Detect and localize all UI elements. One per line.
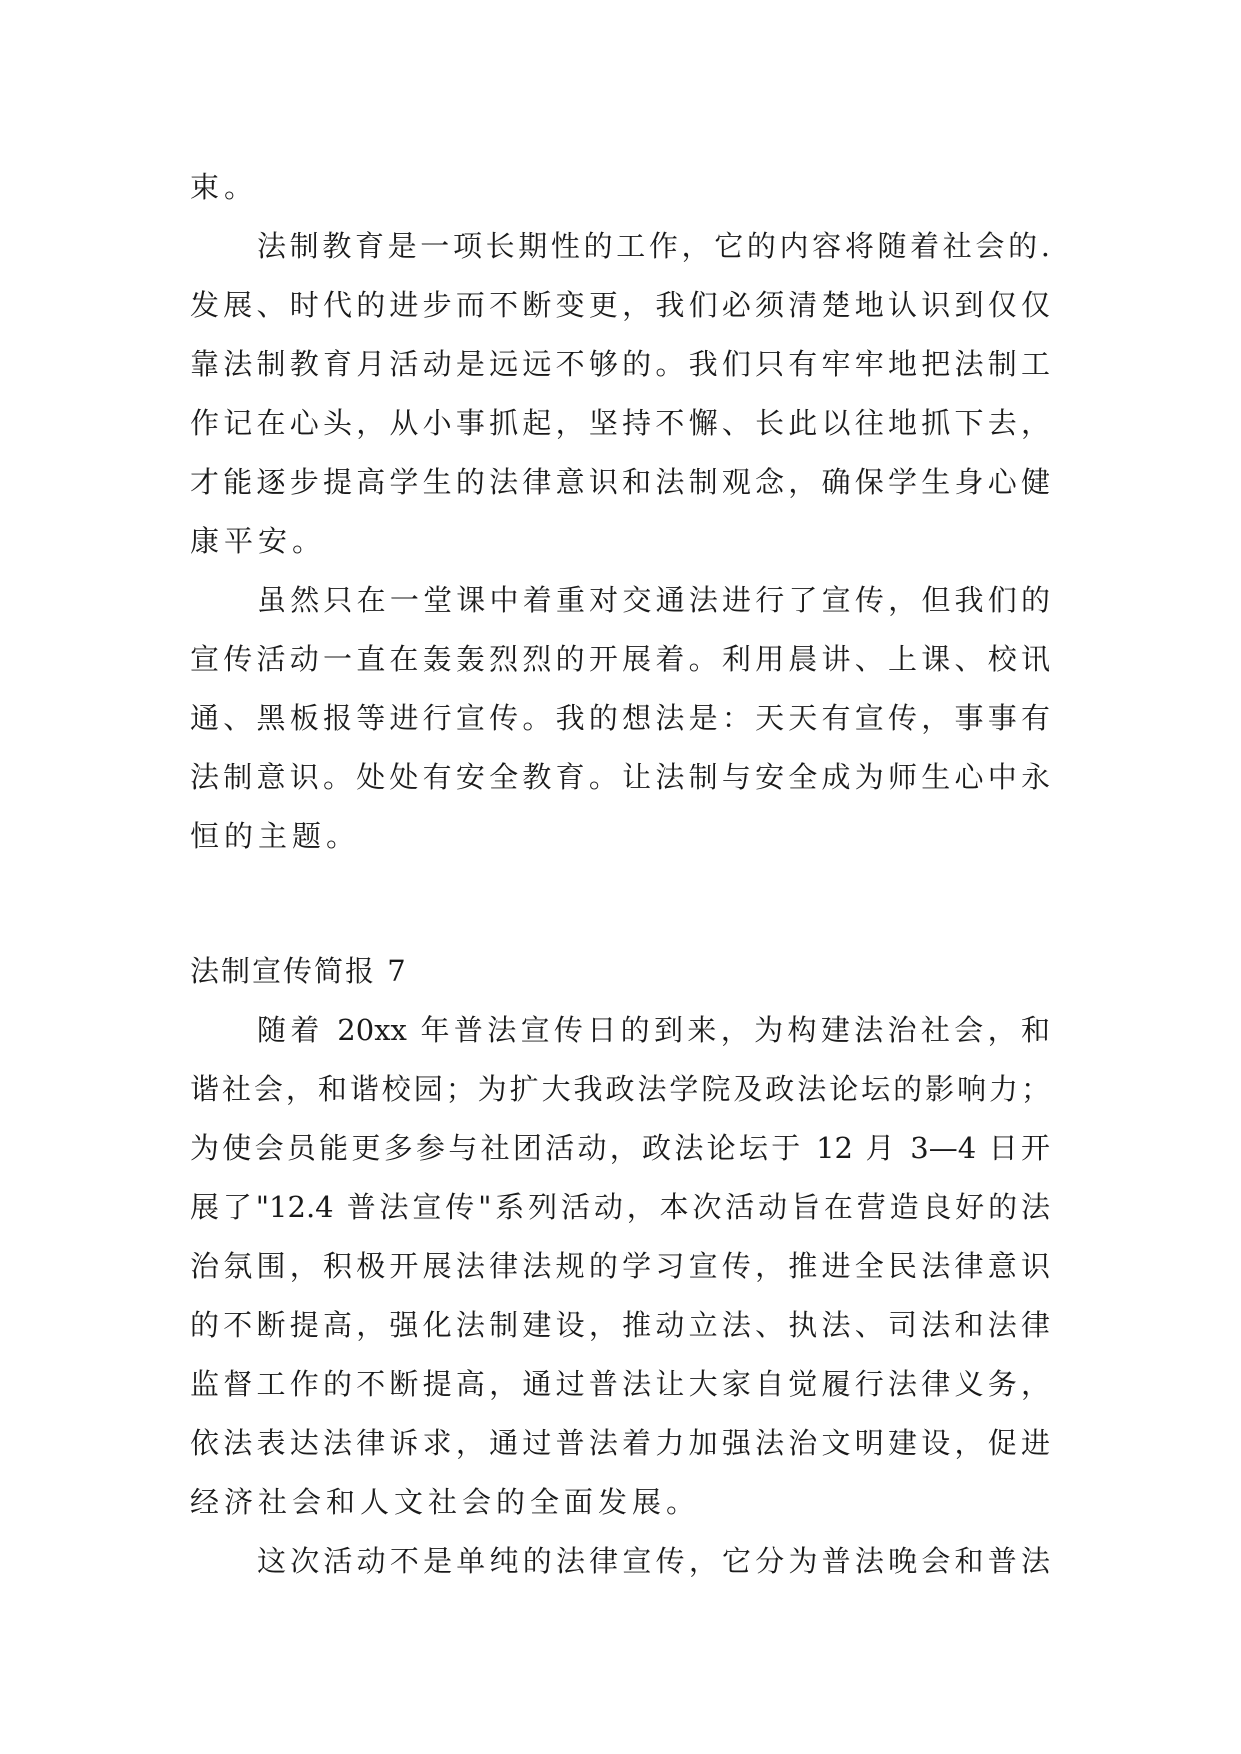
paragraph-traffic-law	[190, 571, 1050, 866]
text-line: 这次活动不是单纯的法律宣传，它分为普法晚会和普法	[257, 1544, 1050, 1578]
text-line: 康平安。	[190, 524, 327, 558]
section-spacer	[190, 866, 1050, 942]
text-line: 展了"12.4 普法宣传"系列活动，本次活动旨在营造良好的法	[190, 1190, 1050, 1224]
text-line: 的不断提高，强化法制建设，推动立法、执法、司法和法律	[190, 1308, 1050, 1342]
text-line: 束。	[190, 170, 259, 204]
text-line: 恒的主题。	[190, 819, 361, 853]
paragraph-legal-education	[190, 217, 1050, 571]
text-line: 监督工作的不断提高，通过普法让大家自觉履行法律义务，	[190, 1367, 1050, 1401]
text-line: 通、黑板报等进行宣传。我的想法是：天天有宣传，事事有	[190, 701, 1050, 735]
paragraph-law-day	[190, 1001, 1050, 1532]
text-line: 为使会员能更多参与社团活动，政法论坛于 12 月 3—4 日开	[190, 1131, 1050, 1165]
text-line: 虽然只在一堂课中着重对交通法进行了宣传，但我们的	[257, 583, 1050, 617]
document-body	[190, 158, 1050, 1591]
text-line: 法制意识。处处有安全教育。让法制与安全成为师生心中永	[190, 760, 1050, 794]
text-line: 才能逐步提高学生的法律意识和法制观念，确保学生身心健	[190, 465, 1050, 499]
text-line: 作记在心头，从小事抓起，坚持不懈、长此以往地抓下去，	[190, 406, 1050, 440]
paragraph-continuation	[190, 158, 1050, 217]
text-line: 谐社会，和谐校园；为扩大我政法学院及政法论坛的影响力；	[190, 1072, 1050, 1106]
text-line: 治氛围，积极开展法律法规的学习宣传，推进全民法律意识	[190, 1249, 1050, 1283]
text-line: 法制教育是一项长期性的工作，它的内容将随着社会的.	[257, 229, 1050, 263]
text-line: 经济社会和人文社会的全面发展。	[190, 1485, 701, 1519]
text-line: 随着 20xx 年普法宣传日的到来，为构建法治社会，和	[257, 1013, 1050, 1047]
section-heading: 法制宣传简报 7	[190, 954, 408, 988]
text-line: 依法表达法律诉求，通过普法着力加强法治文明建设，促进	[190, 1426, 1050, 1460]
paragraph-activity	[190, 1532, 1050, 1591]
text-line: 发展、时代的进步而不断变更，我们必须清楚地认识到仅仅	[190, 288, 1050, 322]
text-line: 靠法制教育月活动是远远不够的。我们只有牢牢地把法制工	[190, 347, 1050, 381]
text-line: 宣传活动一直在轰轰烈烈的开展着。利用晨讲、上课、校讯	[190, 642, 1050, 676]
